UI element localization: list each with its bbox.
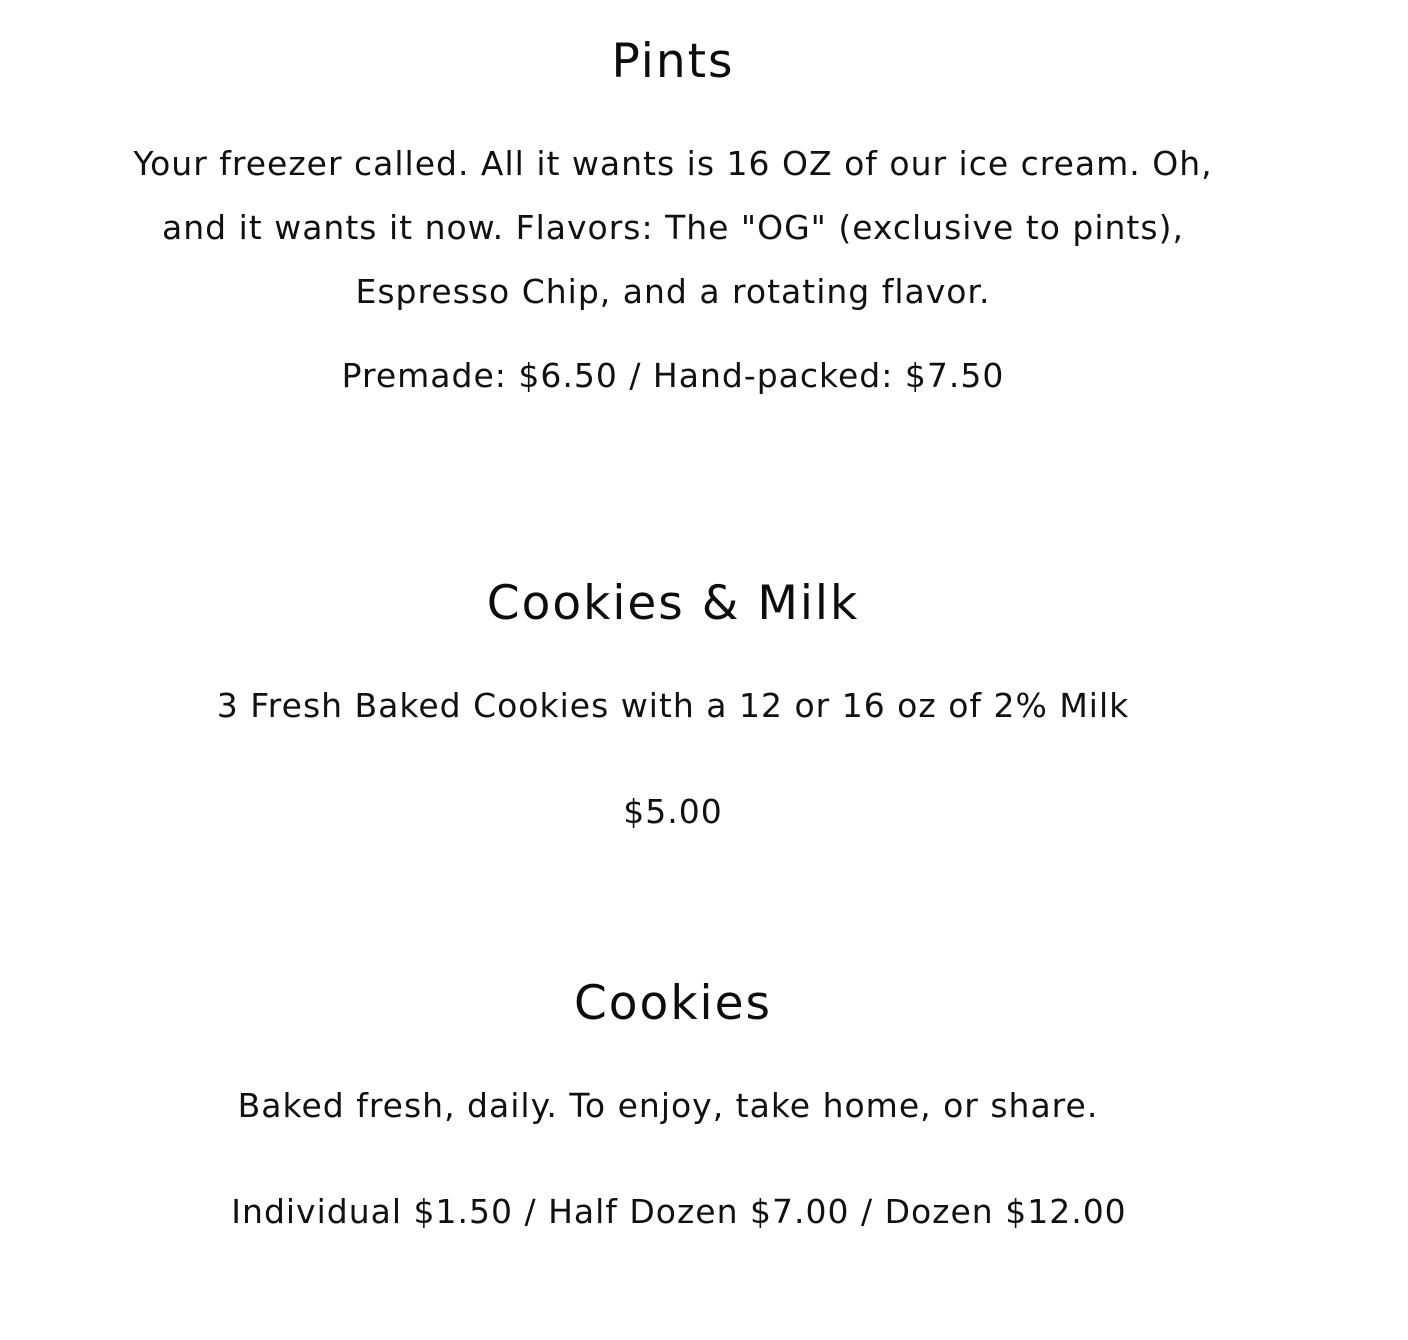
section-title: Cookies <box>573 976 772 1031</box>
section-price: Individual $1.50 / Half Dozen $7.00 / Dozen $12.00 <box>231 1192 1127 1231</box>
section-description: 3 Fresh Baked Cookies with a 12 or 16 oz of 2% Milk <box>216 686 1130 725</box>
menu-section-pints <box>0 32 1346 398</box>
section-title: Pints <box>611 34 735 89</box>
section-title: Cookies & Milk <box>486 576 860 631</box>
section-price: Premade: $6.50 / Hand-packed: $7.50 <box>341 356 1005 395</box>
menu-section-cookies <box>0 974 1346 1234</box>
section-price: $5.00 <box>623 792 723 831</box>
menu-section-cookies-milk <box>0 574 1346 834</box>
section-description: Baked fresh, daily. To enjoy, take home, or share. <box>237 1086 1099 1125</box>
section-description: Your freezer called. All it wants is 16 OZ of our ice cream. Oh, and it wants it now. Flavors: The "OG" (exclusive to pints), Espresso Chip, and a rotating flavor. <box>133 144 1213 311</box>
